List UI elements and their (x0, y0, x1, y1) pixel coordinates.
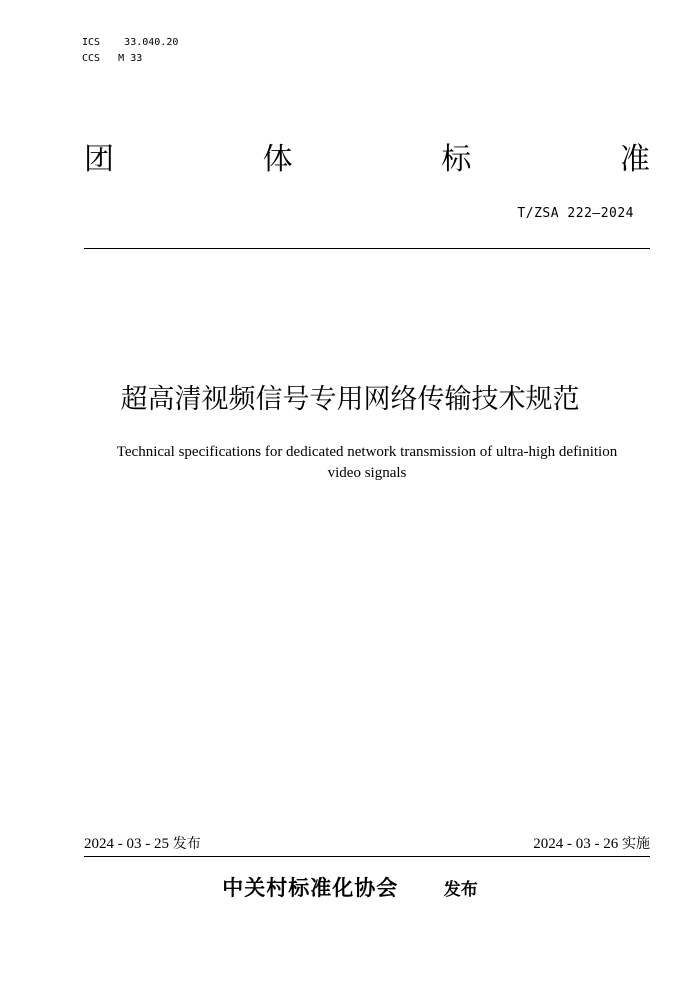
standard-type-char: 团 (84, 142, 114, 177)
ccs-code (82, 51, 178, 67)
bottom-divider (84, 856, 650, 857)
publisher-name: 中关村标准化协会 (222, 876, 399, 900)
standard-type-char: 体 (262, 142, 293, 177)
publish-date (84, 835, 201, 853)
ccs-label: CCS (82, 53, 101, 64)
title-chinese: 超高清视频信号专用网络传输技术规范 (120, 384, 580, 415)
top-divider (84, 248, 650, 249)
title-english-line: video signals (327, 465, 407, 481)
title-english-line: Technical specifications for dedicated network transmission of ultra-high definition (116, 444, 618, 460)
implement-date (533, 835, 650, 853)
publish-date-label: 发布 (172, 836, 201, 852)
standard-type-heading (84, 138, 650, 182)
ccs-value: M 33 (118, 53, 143, 64)
publisher (0, 872, 700, 906)
standard-type-char: 标 (441, 142, 472, 177)
standard-type-char: 准 (619, 142, 650, 177)
publish-date-value: 2024 - 03 - 25 (84, 836, 169, 852)
ics-code (82, 35, 178, 51)
implement-date-label: 实施 (622, 836, 650, 852)
ics-value: 33.040.20 (124, 37, 179, 48)
classification-codes (82, 35, 178, 67)
title-english (84, 442, 650, 484)
standard-number: T/ZSA 222—2024 (517, 206, 634, 221)
implement-date-value: 2024 - 03 - 26 (533, 836, 619, 852)
ics-label: ICS (82, 37, 101, 48)
publisher-issue-label: 发布 (443, 880, 478, 900)
